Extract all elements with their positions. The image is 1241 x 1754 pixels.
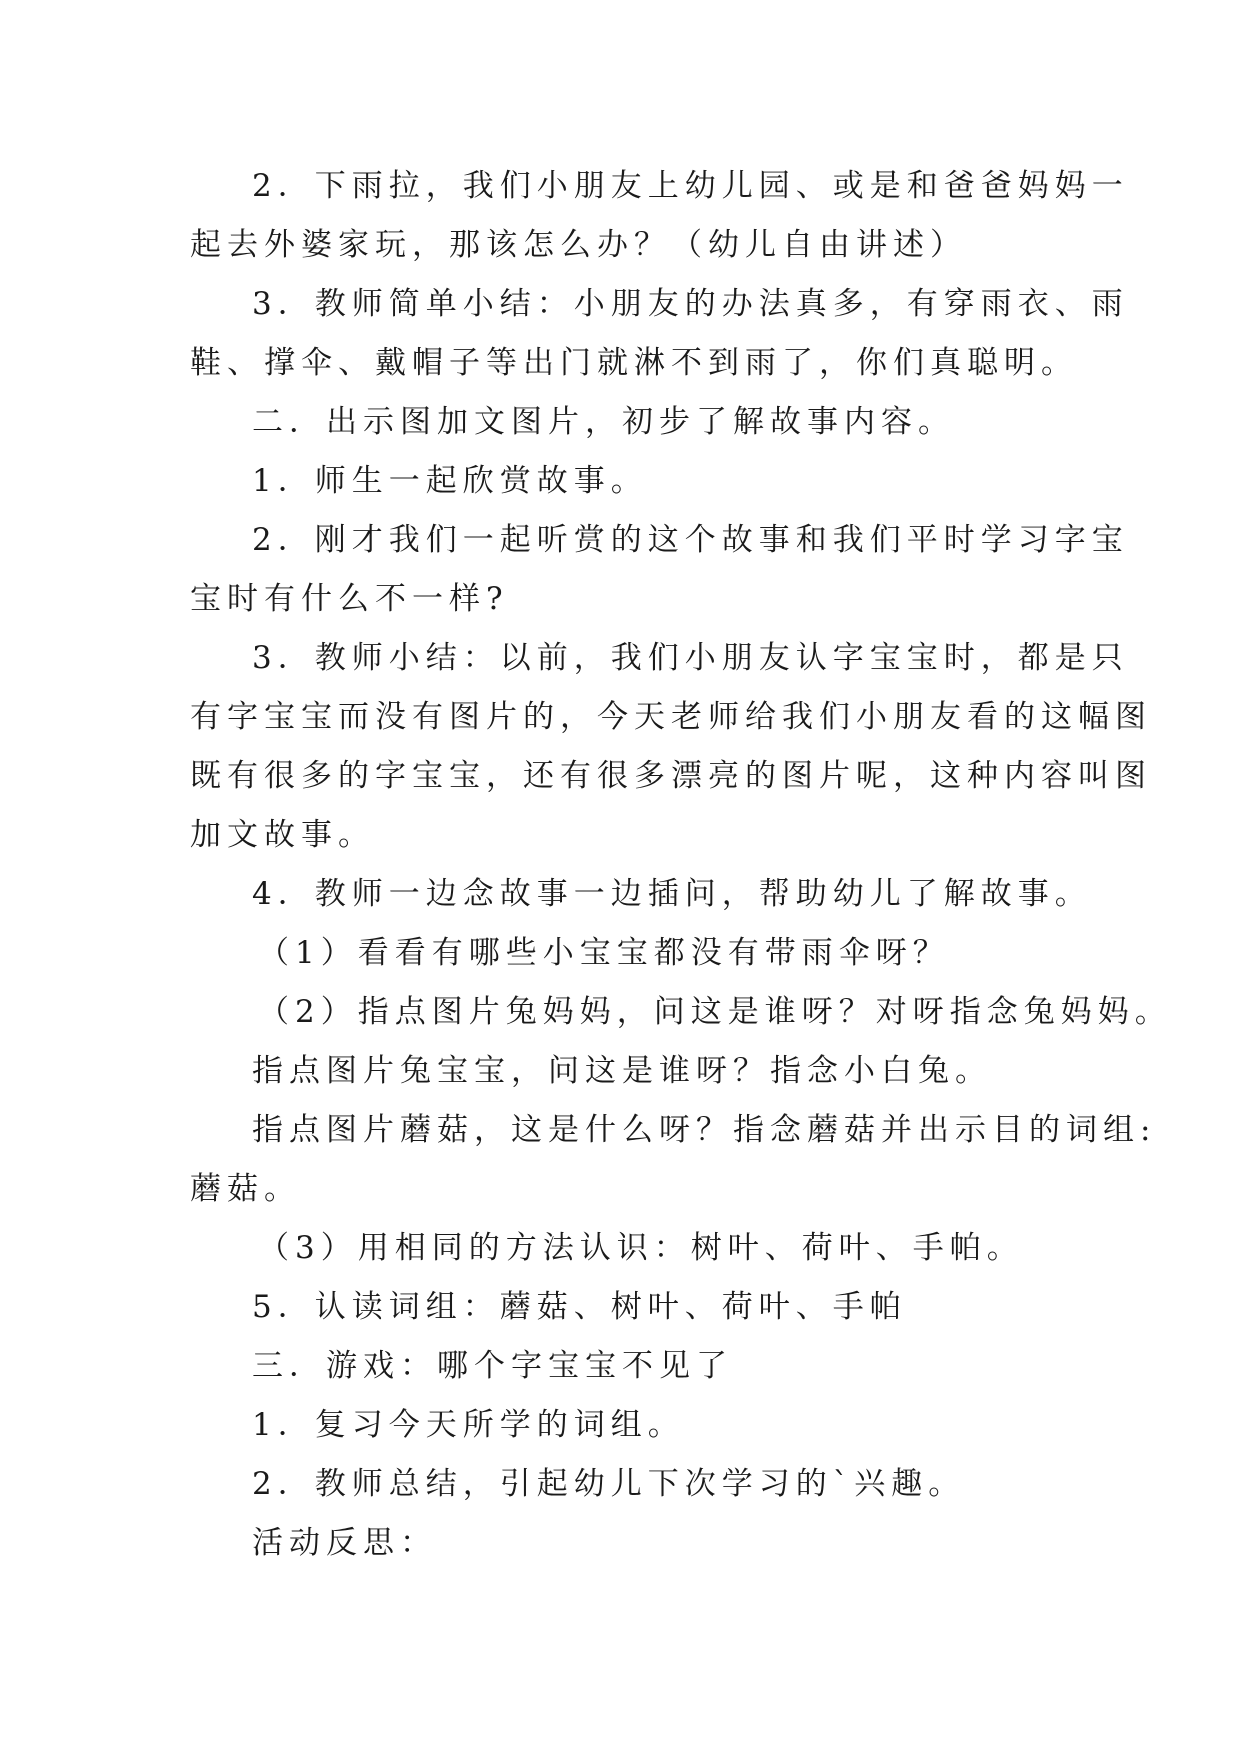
text-line: 5．认读词组：蘑菇、树叶、荷叶、手帕: [252, 1289, 907, 1325]
section-heading: 二．出示图加文图片，初步了解故事内容。: [252, 404, 955, 440]
text-line: 1．复习今天所学的词组。: [252, 1407, 685, 1443]
text-line: 3．教师简单小结：小朋友的办法真多，有穿雨衣、雨: [252, 286, 1129, 322]
text-line: 蘑菇。: [190, 1171, 301, 1207]
text-line: 起去外婆家玩，那该怎么办？（幼儿自由讲述）: [190, 227, 967, 263]
text-line: 活动反思：: [252, 1525, 437, 1561]
text-line: 鞋、撑伞、戴帽子等出门就淋不到雨了，你们真聪明。: [190, 345, 1078, 381]
text-line: 加文故事。: [190, 817, 375, 853]
text-line: 2．刚才我们一起听赏的这个故事和我们平时学习字宝: [252, 522, 1129, 558]
text-line: 1．师生一起欣赏故事。: [252, 463, 648, 499]
text-line: （1）看看有哪些小宝宝都没有带雨伞呀？: [258, 935, 950, 971]
text-line: 2．教师总结，引起幼儿下次学习的`兴趣。: [252, 1466, 966, 1502]
text-line: 宝时有什么不一样?: [190, 581, 509, 617]
text-line: 2．下雨拉，我们小朋友上幼儿园、或是和爸爸妈妈一: [252, 168, 1129, 204]
section-heading: 三．游戏：哪个字宝宝不见了: [252, 1348, 733, 1384]
text-line: 有字宝宝而没有图片的，今天老师给我们小朋友看的这幅图: [190, 699, 1152, 735]
text-line: （2）指点图片兔妈妈，问这是谁呀？对呀指念兔妈妈。: [258, 994, 1172, 1030]
text-line: 既有很多的字宝宝，还有很多漂亮的图片呢，这种内容叫图: [190, 758, 1152, 794]
text-line: 4．教师一边念故事一边插问，帮助幼儿了解故事。: [252, 876, 1092, 912]
text-line: 指点图片蘑菇，这是什么呀？指念蘑菇并出示目的词组:: [252, 1112, 1157, 1148]
text-line: （3）用相同的方法认识：树叶、荷叶、手帕。: [258, 1230, 1024, 1266]
text-line: 3．教师小结：以前，我们小朋友认字宝宝时，都是只: [252, 640, 1129, 676]
text-line: 指点图片兔宝宝，问这是谁呀？指念小白兔。: [252, 1053, 992, 1089]
document-body: [190, 157, 1172, 1573]
